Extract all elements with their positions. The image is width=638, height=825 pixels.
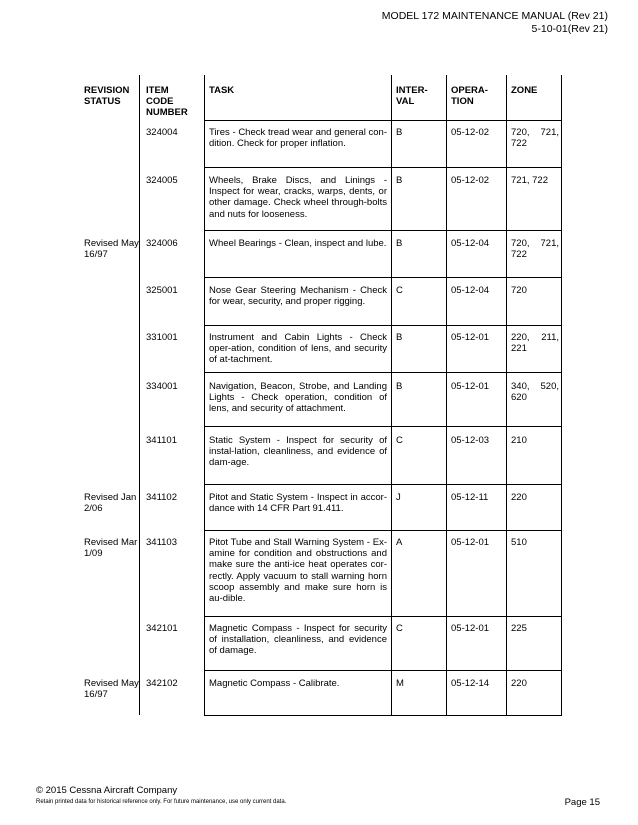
row-divider xyxy=(204,484,562,485)
column-divider xyxy=(391,75,392,715)
zone: 220, 211, 221 xyxy=(511,332,559,355)
item-code: 342101 xyxy=(146,623,178,634)
interval: C xyxy=(396,285,403,296)
item-code: 325001 xyxy=(146,285,178,296)
column-divider xyxy=(139,75,140,715)
interval: B xyxy=(396,175,403,186)
column-header-zone: ZONE xyxy=(511,85,538,96)
column-divider xyxy=(446,75,447,715)
task-description: Static System - Inspect for security of instal-lation, cleanliness, and evidence of dam-age. xyxy=(209,435,387,469)
column-divider xyxy=(506,75,507,715)
operation: 05-12-01 xyxy=(451,537,490,548)
item-code: 341103 xyxy=(146,537,177,548)
zone: 720, 721, 722 xyxy=(511,127,559,150)
column-header-revision: REVISION STATUS xyxy=(84,85,130,107)
item-code: 324006 xyxy=(146,238,178,249)
column-header-item-code: ITEM CODE NUMBER xyxy=(146,85,188,118)
interval: A xyxy=(396,537,403,548)
page-header xyxy=(382,10,608,35)
section-number: 5-10-01(Rev 21) xyxy=(531,22,608,35)
revision-status: Revised Jan 2/06 xyxy=(84,492,137,515)
item-code: 341102 xyxy=(146,492,177,503)
operation: 05-12-04 xyxy=(451,285,490,296)
task-description: Instrument and Cabin Lights - Check oper-ation, condition of lens, and security of at-tachment. xyxy=(209,332,387,366)
column-divider xyxy=(561,75,562,715)
column-header-operation: OPERA- TION xyxy=(451,85,488,107)
operation: 05-12-02 xyxy=(451,175,490,186)
task-description: Wheels, Brake Discs, and Linings - Inspect for wear, cracks, warps, dents, or other damage. Check wheel through-bolts and nuts for looseness. xyxy=(209,175,387,220)
item-code: 324004 xyxy=(146,127,178,138)
zone: 210 xyxy=(511,435,527,446)
manual-title: MODEL 172 MAINTENANCE MANUAL (Rev 21) xyxy=(381,10,608,22)
zone: 510 xyxy=(511,537,527,548)
item-code: 341101 xyxy=(146,435,177,446)
interval: B xyxy=(396,127,403,138)
row-divider xyxy=(204,277,562,278)
zone: 340, 520, 620 xyxy=(511,381,559,404)
row-divider xyxy=(204,325,562,326)
retention-notice: Retain printed data for historical reference only. For future maintenance, use only current data. xyxy=(36,799,287,805)
interval: C xyxy=(396,435,403,446)
task-description: Navigation, Beacon, Strobe, and Landing Lights - Check operation, condition of lens, and security of attachment. xyxy=(209,381,387,415)
task-description: Nose Gear Steering Mechanism - Check for wear, security, and proper rigging. xyxy=(209,285,387,308)
row-divider xyxy=(204,715,562,716)
zone: 220 xyxy=(511,678,527,689)
column-header-interval: INTER- VAL xyxy=(396,85,428,107)
item-code: 334001 xyxy=(146,381,178,392)
row-divider xyxy=(204,167,562,168)
interval: M xyxy=(396,678,404,689)
row-divider xyxy=(204,530,562,531)
interval: J xyxy=(396,492,401,503)
zone: 720 xyxy=(511,285,527,296)
item-code: 324005 xyxy=(146,175,178,186)
task-description: Magnetic Compass - Inspect for security of installation, cleanliness, and evidence of damage. xyxy=(209,623,387,657)
zone: 225 xyxy=(511,623,527,634)
revision-status: Revised Mar 1/09 xyxy=(84,537,138,560)
task-description: Pitot and Static System - Inspect in accor-dance with 14 CFR Part 91.411. xyxy=(209,492,387,515)
operation: 05-12-01 xyxy=(451,381,490,392)
column-divider xyxy=(204,75,205,715)
page-number: Page 15 xyxy=(564,797,600,808)
interval: C xyxy=(396,623,403,634)
row-divider xyxy=(204,616,562,617)
row-divider xyxy=(204,426,562,427)
operation: 05-12-11 xyxy=(451,492,489,503)
copyright: © 2015 Cessna Aircraft Company xyxy=(36,785,178,796)
operation: 05-12-03 xyxy=(451,435,490,446)
column-header-task: TASK xyxy=(209,85,235,96)
interval: B xyxy=(396,238,403,249)
interval: B xyxy=(396,381,403,392)
zone: 721, 722 xyxy=(511,175,548,186)
operation: 05-12-01 xyxy=(451,623,490,634)
zone: 220 xyxy=(511,492,527,503)
task-description: Tires - Check tread wear and general con-dition. Check for proper inflation. xyxy=(209,127,387,150)
item-code: 331001 xyxy=(146,332,178,343)
revision-status: Revised May 16/97 xyxy=(84,678,139,701)
item-code: 342102 xyxy=(146,678,178,689)
operation: 05-12-14 xyxy=(451,678,490,689)
operation: 05-12-02 xyxy=(451,127,490,138)
operation: 05-12-01 xyxy=(451,332,490,343)
zone: 720, 721, 722 xyxy=(511,238,559,261)
row-divider xyxy=(204,372,562,373)
row-divider xyxy=(204,670,562,671)
task-description: Pitot Tube and Stall Warning System - Ex-amine for condition and obstructions and make sure the anti-ice heat operates cor-rectly. Apply vacuum to stall warning horn scoop assembly and make sure horn is au-dible. xyxy=(209,537,387,605)
revision-status: Revised May 16/97 xyxy=(84,238,139,261)
task-description: Wheel Bearings - Clean, inspect and lube. xyxy=(209,238,387,249)
operation: 05-12-04 xyxy=(451,238,490,249)
interval: B xyxy=(396,332,403,343)
row-divider xyxy=(204,120,562,121)
task-description: Magnetic Compass - Calibrate. xyxy=(209,678,340,689)
row-divider xyxy=(204,230,562,231)
